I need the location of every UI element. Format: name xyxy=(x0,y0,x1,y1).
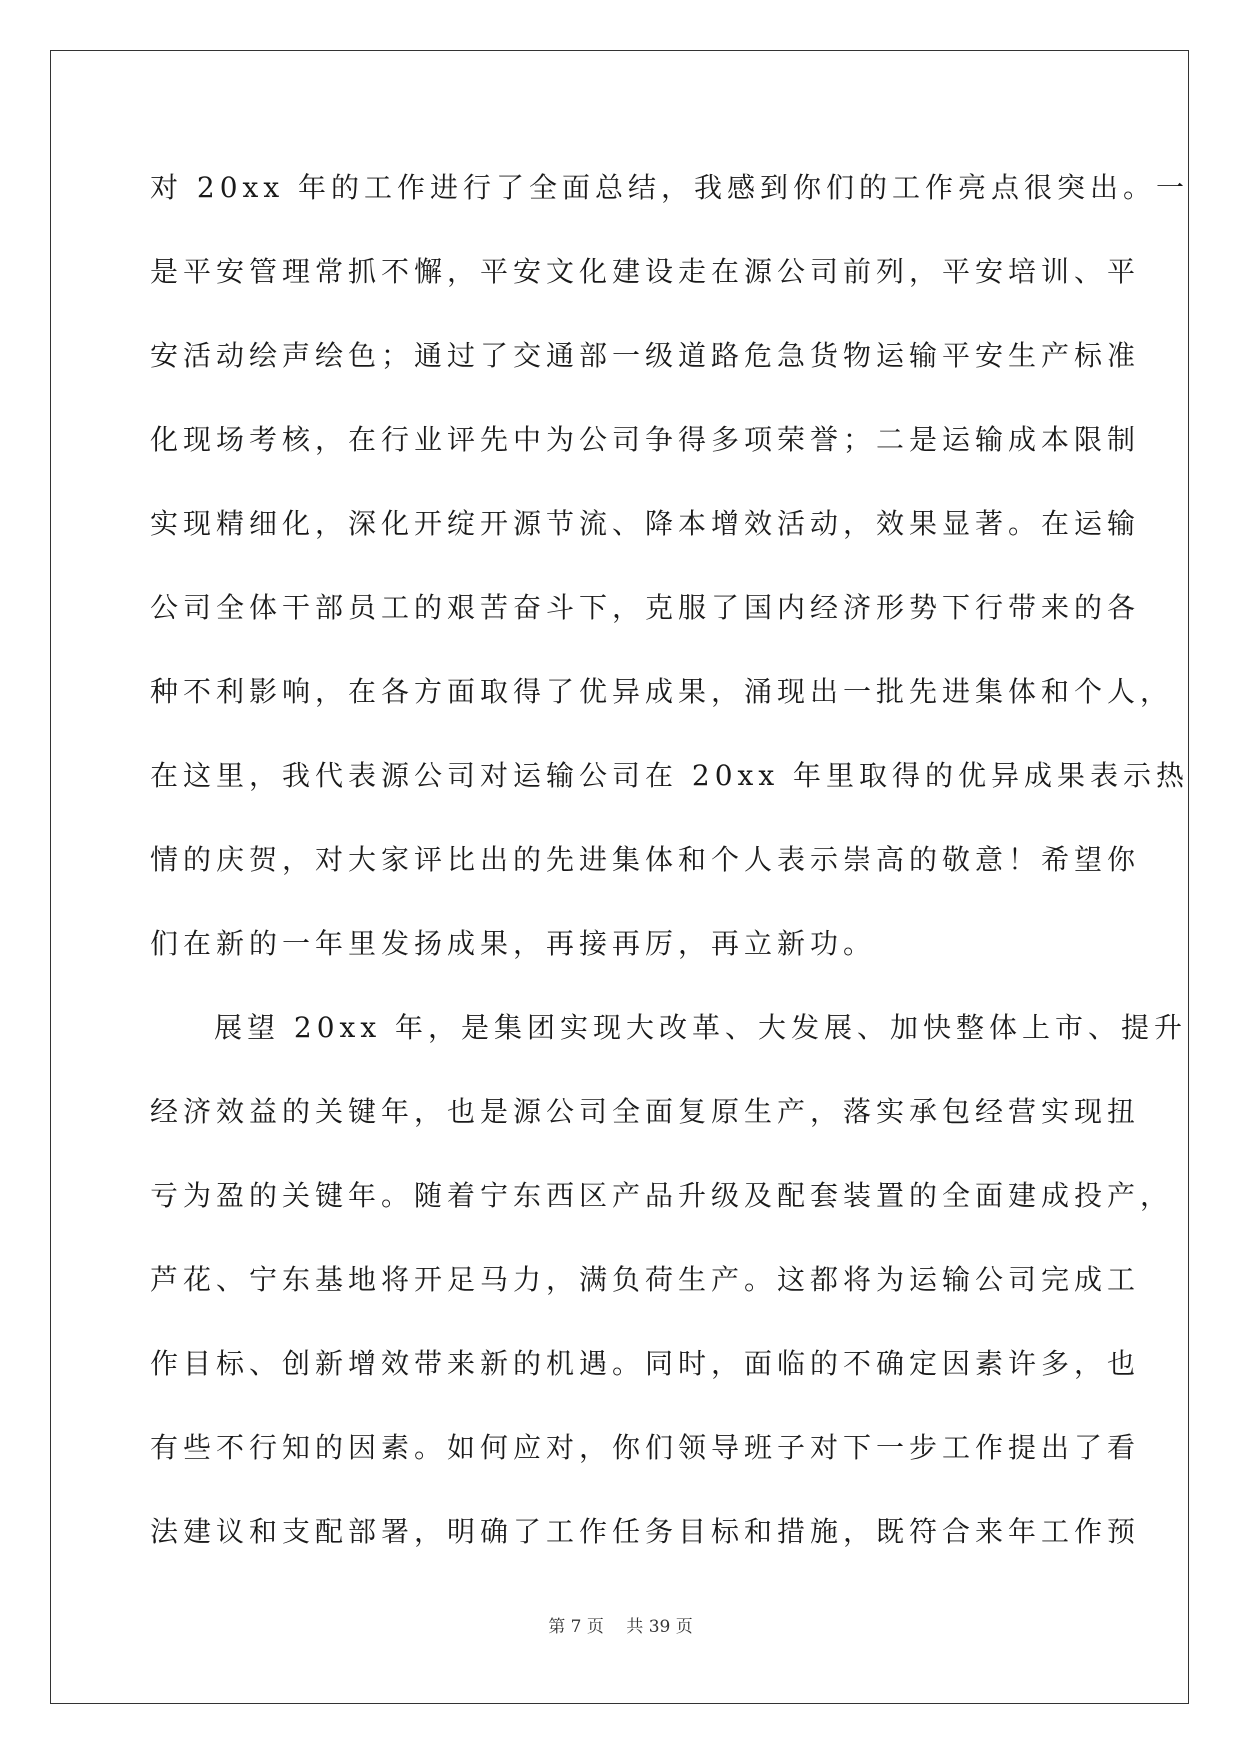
text-line: 作目标、创新增效带来新的机遇。同时，面临的不确定因素许多，也 xyxy=(150,1347,1141,1380)
text-line: 法建议和支配部署，明确了工作任务目标和措施，既符合来年工作预 xyxy=(150,1515,1141,1548)
text-line: 亏为盈的关键年。随着宁东西区产品升级及配套装置的全面建成投产， xyxy=(150,1179,1174,1212)
text-line: 公司全体干部员工的艰苦奋斗下，克服了国内经济形势下行带来的各 xyxy=(150,591,1141,624)
page-number-footer: 第 7 页 共 39 页 xyxy=(548,1617,693,1637)
text-line: 种不利影响，在各方面取得了优异成果，涌现出一批先进集体和个人， xyxy=(150,675,1174,708)
text-line: 芦花、宁东基地将开足马力，满负荷生产。这都将为运输公司完成工 xyxy=(150,1263,1141,1296)
text-line: 对 20xx 年的工作进行了全面总结，我感到你们的工作亮点很突出。一 xyxy=(150,171,1190,204)
text-line: 实现精细化，深化开绽开源节流、降本增效活动，效果显著。在运输 xyxy=(150,507,1141,540)
text-line: 在这里，我代表源公司对运输公司在 20xx 年里取得的优异成果表示热 xyxy=(150,759,1190,792)
text-line: 化现场考核，在行业评先中为公司争得多项荣誉；二是运输成本限制 xyxy=(150,423,1141,456)
text-line: 有些不行知的因素。如何应对，你们领导班子对下一步工作提出了看 xyxy=(150,1431,1141,1464)
document-body xyxy=(150,164,1190,1592)
text-line: 们在新的一年里发扬成果，再接再厉，再立新功。 xyxy=(150,927,877,960)
text-line: 展望 20xx 年，是集团实现大改革、大发展、加快整体上市、提升 xyxy=(214,1011,1188,1044)
text-line: 安活动绘声绘色；通过了交通部一级道路危急货物运输平安生产标准 xyxy=(150,339,1141,372)
text-line: 情的庆贺，对大家评比出的先进集体和个人表示崇高的敬意！希望你 xyxy=(150,843,1141,876)
text-line: 是平安管理常抓不懈，平安文化建设走在源公司前列，平安培训、平 xyxy=(150,255,1141,288)
text-line: 经济效益的关键年，也是源公司全面复原生产，落实承包经营实现扭 xyxy=(150,1095,1141,1128)
